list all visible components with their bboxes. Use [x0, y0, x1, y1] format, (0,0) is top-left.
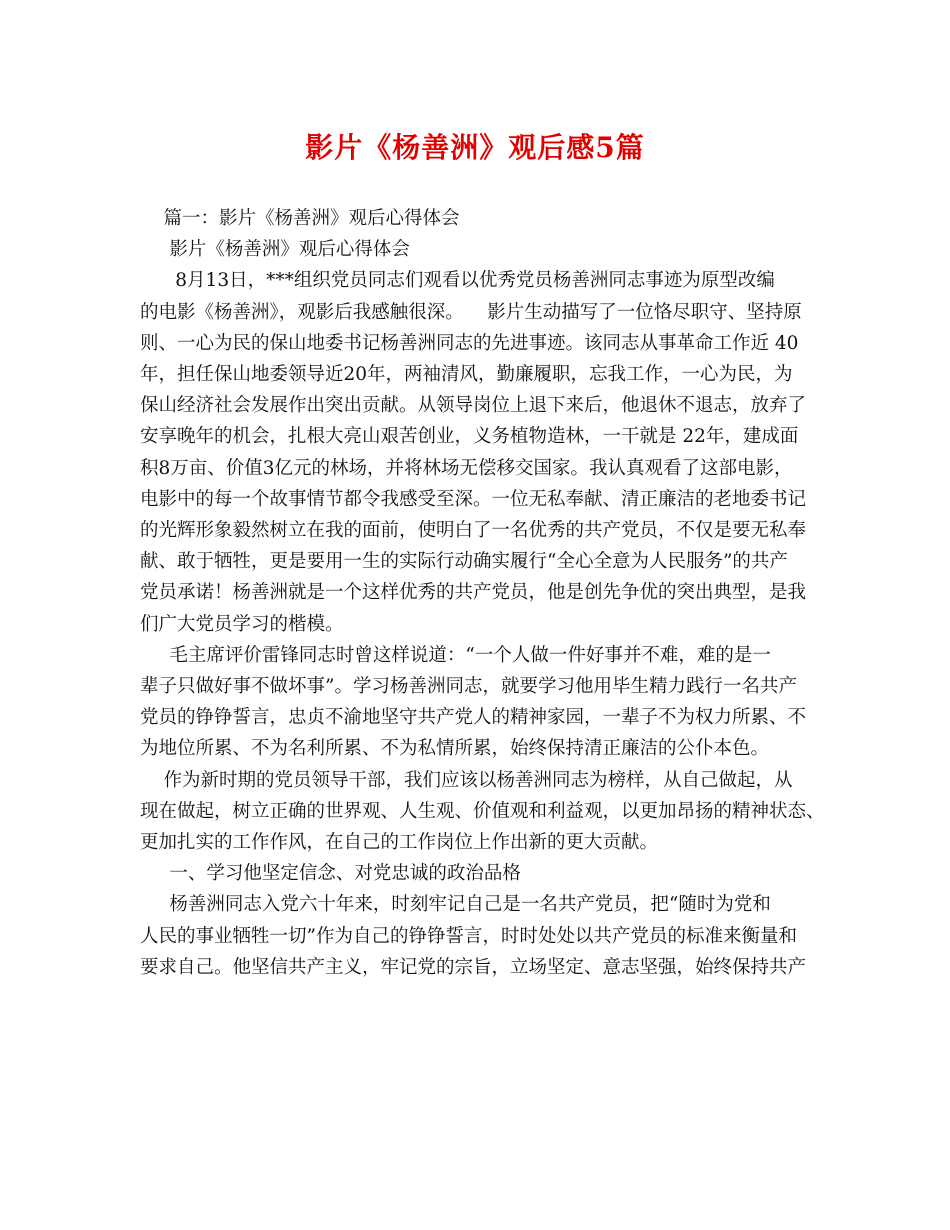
body-line: 现在做起，树立正确的世界观、人生观、价值观和利益观，以更加昂扬的精神状态、 [140, 800, 825, 822]
body-line: 年，担任保山地委领导近20年，两袖清风，勤廉履职，忘我工作，一心为民，为 [140, 364, 793, 385]
body-line: 人民的事业牺牲一切”作为自己的铮铮誓言，时时处处以共产党员的标准来衡量和 [140, 925, 797, 947]
body-line: 辈子只做好事不做坏事”。学习杨善洲同志，就要学习他用毕生精力践行一名共产 [140, 676, 797, 697]
body-line: 作为新时期的党员领导干部，我们应该以杨善洲同志为榜样，从自己做起，从 [140, 769, 793, 791]
body-line: 要求自己。他坚信共产主义，牢记党的宗旨，立场坚定、意志坚强，始终保持共产 [140, 956, 807, 978]
body-line: 的电影《杨善洲》，观影后我感触很深。 影片生动描写了一位恪尽职守、坚持原 [140, 301, 802, 323]
body-line: 毛主席评价雷锋同志时曾这样说道：“一个人做一件好事并不难，难的是一 [140, 644, 771, 666]
body-line: 党员的铮铮誓言，忠贞不渝地坚守共产党人的精神家园，一辈子不为权力所累、不 [140, 707, 807, 729]
body-line: 影片《杨善洲》观后心得体会 [140, 239, 410, 261]
body-line: 杨善洲同志入党六十年来，时刻牢记自己是一名共产党员，把“随时为党和 [140, 894, 771, 916]
body-line: 篇一：影片《杨善洲》观后心得体会 [140, 208, 460, 229]
document-title: 影片《杨善洲》观后感5篇 [305, 131, 645, 164]
body-line: 8月13日，***组织党员同志们观看以优秀党员杨善洲同志事迹为原型改编 [140, 270, 775, 292]
body-line: 保山经济社会发展作出突出贡献。从领导岗位上退下来后，他退休不退志，放弃了 [140, 395, 807, 417]
body-line: 更加扎实的工作作风，在自己的工作岗位上作出新的更大贡献。 [140, 832, 659, 853]
body-line: 的光辉形象毅然树立在我的面前，使明白了一名优秀的共产党员，不仅是要无私奉 [140, 520, 807, 541]
body-line: 安享晚年的机会，扎根大亮山艰苦创业，义务植物造林，一干就是 22年，建成面 [140, 426, 799, 448]
body-line: 积8万亩、价值3亿元的林场，并将林场无偿移交国家。我认真观看了这部电影， [140, 457, 793, 479]
body-line: 一、学习他坚定信念、对党忠诚的政治品格 [140, 863, 521, 885]
body-line: 则、一心为民的保山地委书记杨善洲同志的先进事迹。该同志从事革命工作近 40 [140, 332, 799, 354]
body-line: 献、敢于牺牲，更是要用一生的实际行动确实履行“全心全意为人民服务”的共产 [140, 551, 788, 573]
body-line: 党员承诺！杨善洲就是一个这样优秀的共产党员，他是创先争优的突出典型，是我 [140, 582, 807, 604]
body-line: 为地位所累、不为名利所累、不为私情所累，始终保持清正廉洁的公仆本色。 [140, 738, 770, 760]
body-line: 们广大党员学习的楷模。 [140, 613, 344, 635]
body-line: 电影中的每一个故事情节都令我感受至深。一位无私奉献、清正廉洁的老地委书记 [140, 488, 807, 510]
